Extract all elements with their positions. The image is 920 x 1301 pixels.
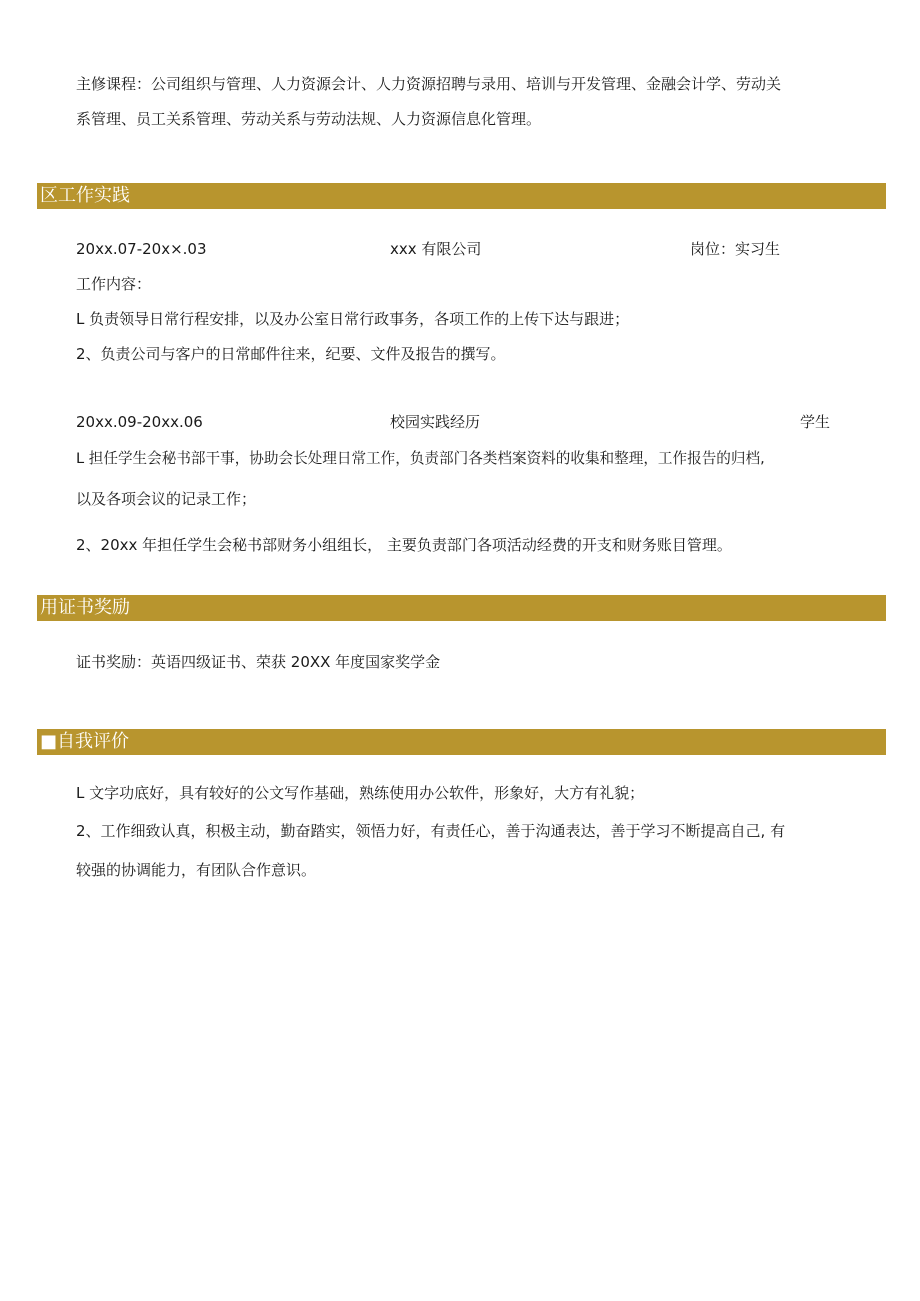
work-entry2-role: 学生: [800, 413, 831, 431]
self-eval-item2-line1: 2、工作细致认真，积极主动，勤奋踏实，领悟力好，有责任心，善于沟通表达，善于学习不断提高自己, 有: [76, 822, 786, 840]
self-eval-item2-line2: 较强的协调能力，有团队合作意识。: [76, 861, 317, 879]
section-work-practice: 区工作实践: [37, 183, 886, 209]
certs-text: 证书奖励：英语四级证书、荣获 20XX 年度国家奖学金: [76, 653, 441, 671]
work-entry1-content-label: 工作内容：: [76, 275, 152, 293]
work-entry1-date: 20xx.07-20x×.03: [76, 240, 207, 258]
courses-line-2: 系管理、员工关系管理、劳动关系与劳动法规、人力资源信息化管理。: [76, 110, 542, 128]
work-entry2-item2: 2、20xx 年担任学生会秘书部财务小组组长， 主要负责部门各项活动经费的开支和财务账目管理。: [76, 536, 732, 554]
work-entry2-date: 20xx.09-20xx.06: [76, 413, 203, 431]
work-entry1-org: xxx 有限公司: [390, 240, 482, 258]
self-eval-item1: L 文字功底好，具有较好的公文写作基础，熟练使用办公软件，形象好，大方有礼貌；: [76, 784, 645, 802]
section-self-evaluation: ■自我评价: [37, 729, 886, 755]
work-entry2-item1-line2: 以及各项会议的记录工作；: [76, 490, 257, 508]
work-entry1-role: 岗位：实习生: [690, 240, 781, 258]
work-entry1-item2: 2、负责公司与客户的日常邮件往来，纪要、文件及报告的撰写。: [76, 345, 506, 363]
section-certificates: 用证书奖励: [37, 595, 886, 621]
work-entry2-org: 校园实践经历: [390, 413, 481, 431]
work-entry2-item1-line1: L 担任学生会秘书部干事，协助会长处理日常工作，负责部门各类档案资料的收集和整理，工作报告的归档,: [76, 450, 765, 467]
work-entry1-item1: L 负责领导日常行程安排，以及办公室日常行政事务，各项工作的上传下达与跟进；: [76, 310, 630, 328]
courses-line-1: 主修课程：公司组织与管理、人力资源会计、人力资源招聘与录用、培训与开发管理、金融会计学、劳动关: [76, 75, 782, 93]
